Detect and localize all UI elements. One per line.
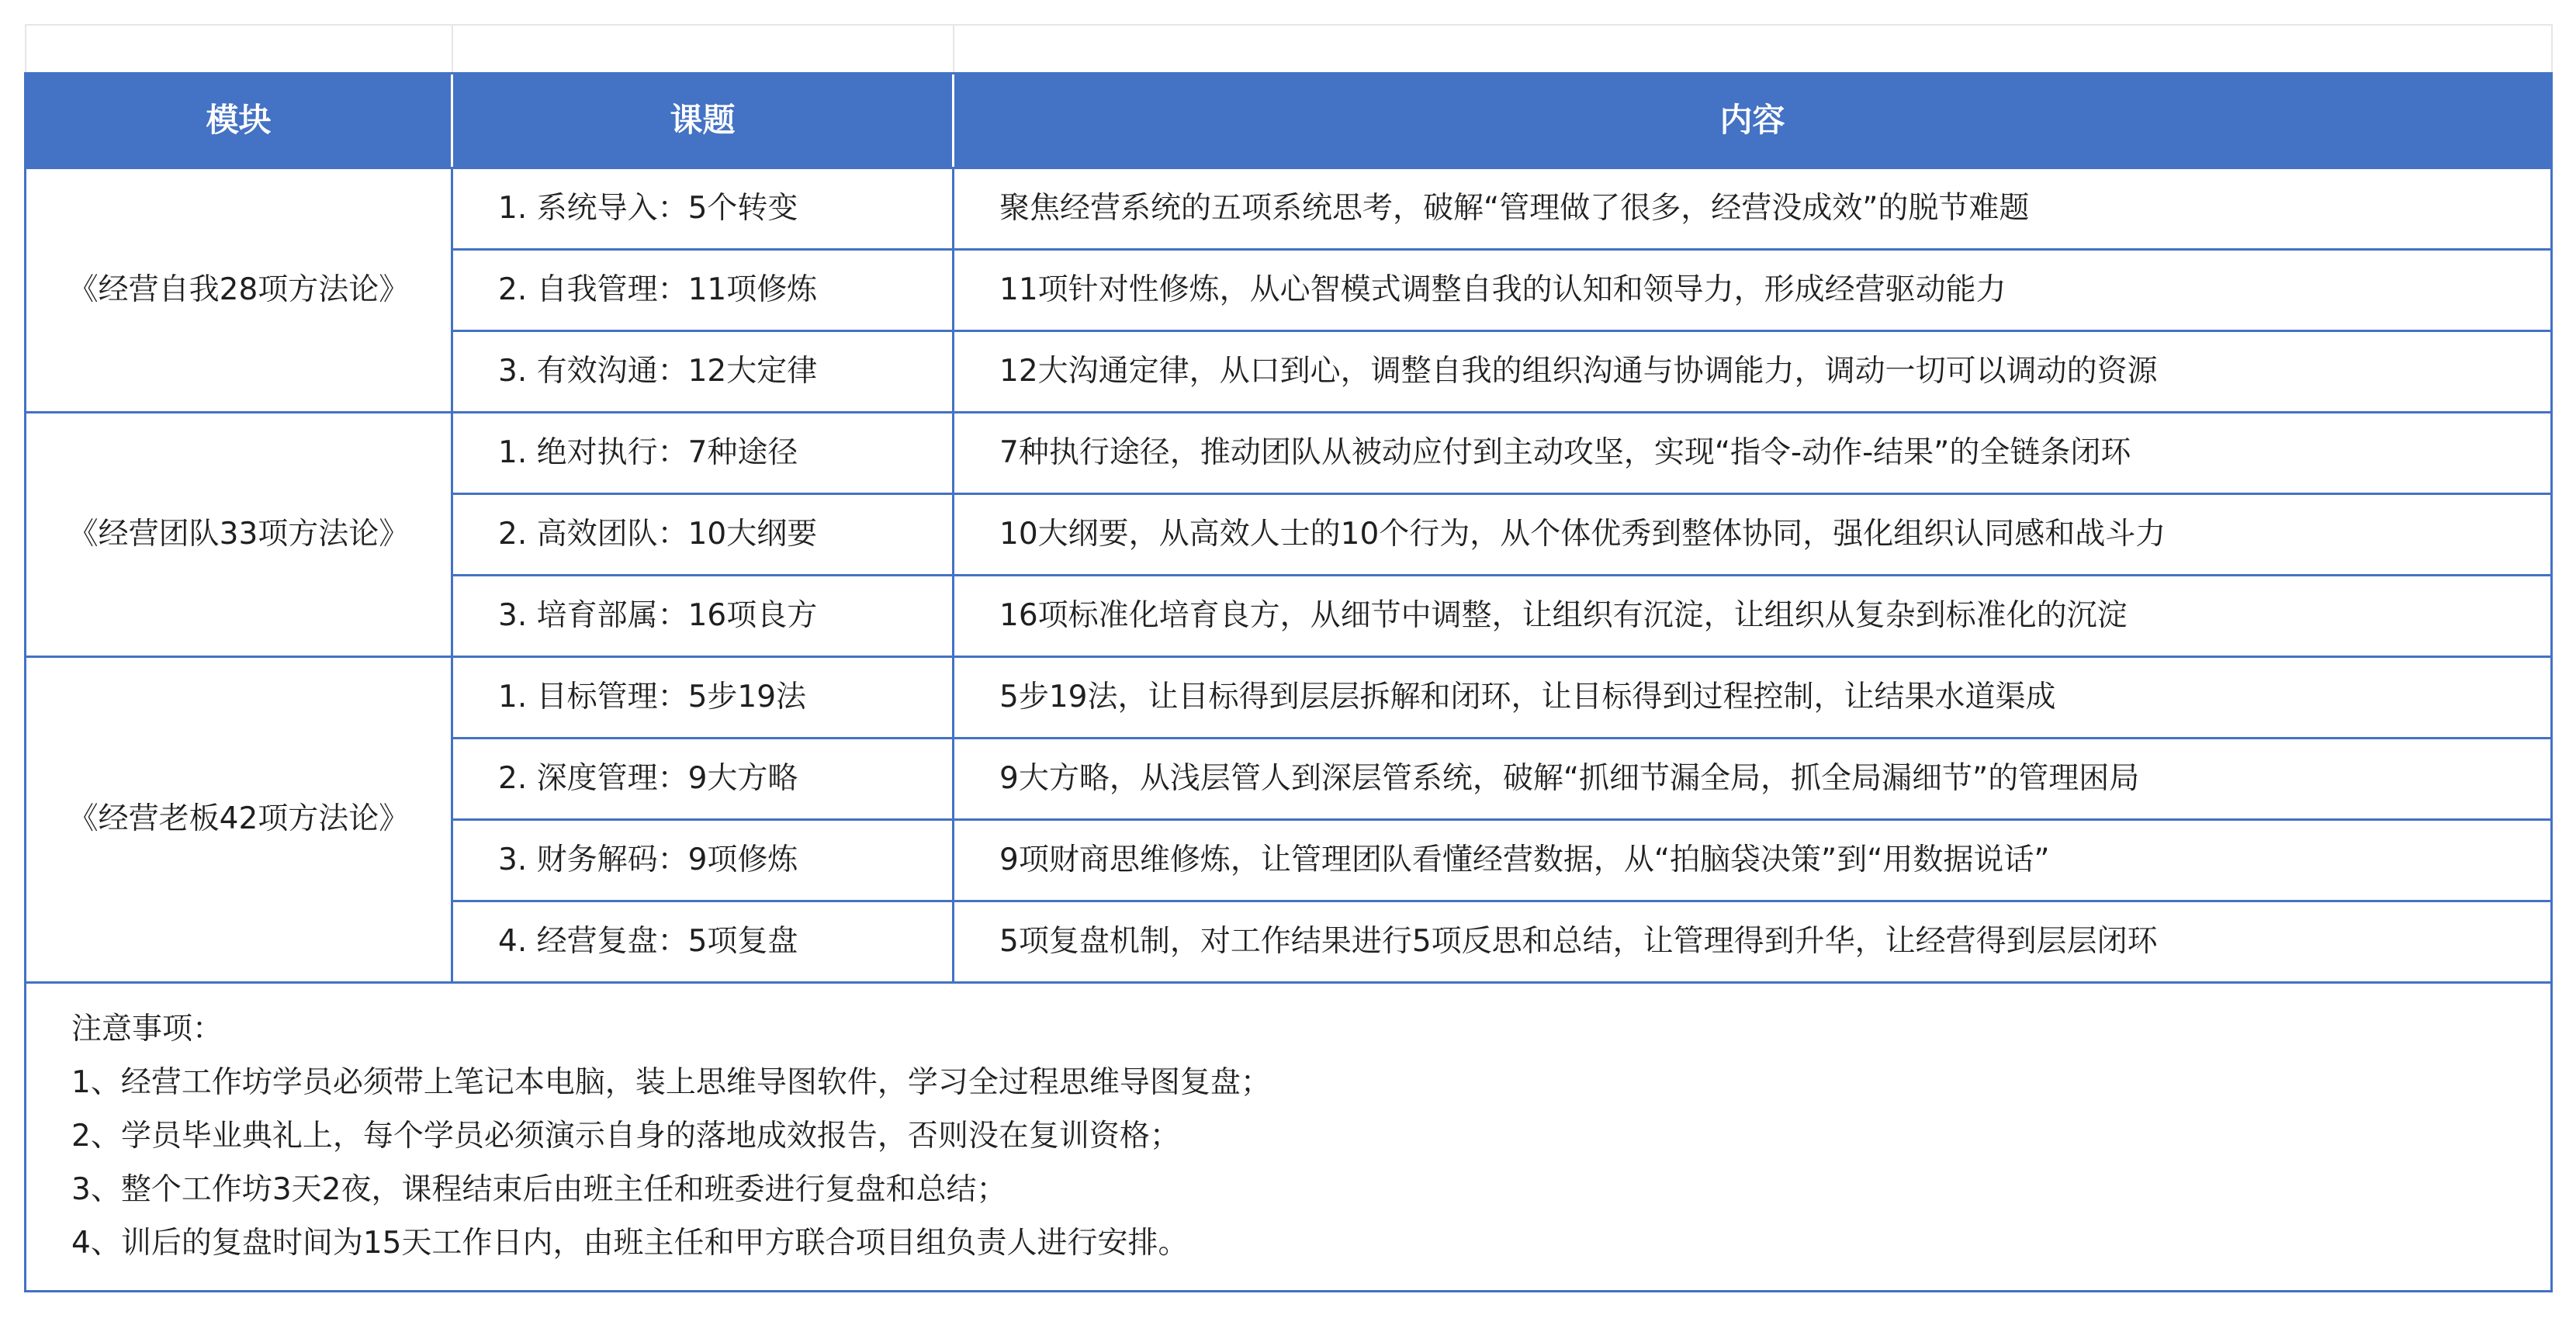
content-cell: 5项复盘机制，对工作结果进行5项反思和总结，让管理得到升华，让经营得到层层闭环	[954, 901, 2552, 983]
empty-cell	[26, 25, 452, 74]
module-cell: 《经营老板42项方法论》	[26, 657, 452, 983]
content-cell: 16项标准化培育良方，从细节中调整，让组织有沉淀，让组织从复杂到标准化的沉淀	[954, 576, 2552, 657]
empty-cell	[452, 25, 954, 74]
empty-cell	[954, 25, 2552, 74]
topic-cell: 4. 经营复盘：5项复盘	[452, 901, 954, 983]
table-row	[26, 168, 2552, 250]
note-item: 1、经营工作坊学员必须带上笔记本电脑，装上思维导图软件，学习全过程思维导图复盘；	[71, 1065, 1271, 1100]
content-cell: 7种执行途径，推动团队从被动应付到主动攻坚，实现“指令-动作-结果”的全链条闭环	[954, 413, 2552, 494]
module-cell: 《经营自我28项方法论》	[26, 168, 452, 413]
module-cell: 《经营团队33项方法论》	[26, 413, 452, 657]
content-cell: 9项财商思维修炼，让管理团队看懂经营数据，从“拍脑袋决策”到“用数据说话”	[954, 820, 2552, 901]
table-row	[26, 413, 2552, 494]
topic-cell: 2. 自我管理：11项修炼	[452, 250, 954, 331]
content-cell: 聚焦经营系统的五项系统思考，破解“管理做了很多，经营没成效”的脱节难题	[954, 168, 2552, 250]
note-item: 4、训后的复盘时间为15天工作日内，由班主任和甲方联合项目组负责人进行安排。	[71, 1226, 1189, 1261]
note-item: 2、学员毕业典礼上，每个学员必须演示自身的落地成效报告，否则没在复训资格；	[71, 1119, 1180, 1154]
topic-cell: 1. 系统导入：5个转变	[452, 168, 954, 250]
content-cell: 11项针对性修炼，从心智模式调整自我的认知和领导力，形成经营驱动能力	[954, 250, 2552, 331]
empty-top-row	[26, 25, 2552, 74]
topic-cell: 2. 深度管理：9大方略	[452, 739, 954, 820]
topic-cell: 2. 高效团队：10大纲要	[452, 494, 954, 576]
topic-cell: 3. 财务解码：9项修炼	[452, 820, 954, 901]
topic-cell: 1. 绝对执行：7种途径	[452, 413, 954, 494]
content-cell: 9大方略，从浅层管人到深层管系统，破解“抓细节漏全局，抓全局漏细节”的管理困局	[954, 739, 2552, 820]
topic-cell: 3. 有效沟通：12大定律	[452, 331, 954, 413]
note-item: 3、整个工作坊3天2夜，课程结束后由班主任和班委进行复盘和总结；	[71, 1172, 1007, 1207]
table-row	[26, 657, 2552, 739]
content-cell: 10大纲要，从高效人士的10个行为，从个体优秀到整体协同，强化组织认同感和战斗力	[954, 494, 2552, 576]
topic-cell: 1. 目标管理：5步19法	[452, 657, 954, 739]
notes-row	[26, 983, 2552, 1292]
header-content: 内容	[954, 74, 2552, 168]
course-table	[24, 24, 2553, 1292]
notes-cell	[26, 983, 2552, 1292]
content-cell: 5步19法，让目标得到层层拆解和闭环，让目标得到过程控制，让结果水道渠成	[954, 657, 2552, 739]
header-module: 模块	[26, 74, 452, 168]
course-table-wrapper	[24, 24, 2550, 1292]
table-header	[26, 74, 2552, 168]
notes-title: 注意事项：	[71, 1012, 223, 1047]
topic-cell: 3. 培育部属：16项良方	[452, 576, 954, 657]
header-topic: 课题	[452, 74, 954, 168]
content-cell: 12大沟通定律，从口到心，调整自我的组织沟通与协调能力，调动一切可以调动的资源	[954, 331, 2552, 413]
